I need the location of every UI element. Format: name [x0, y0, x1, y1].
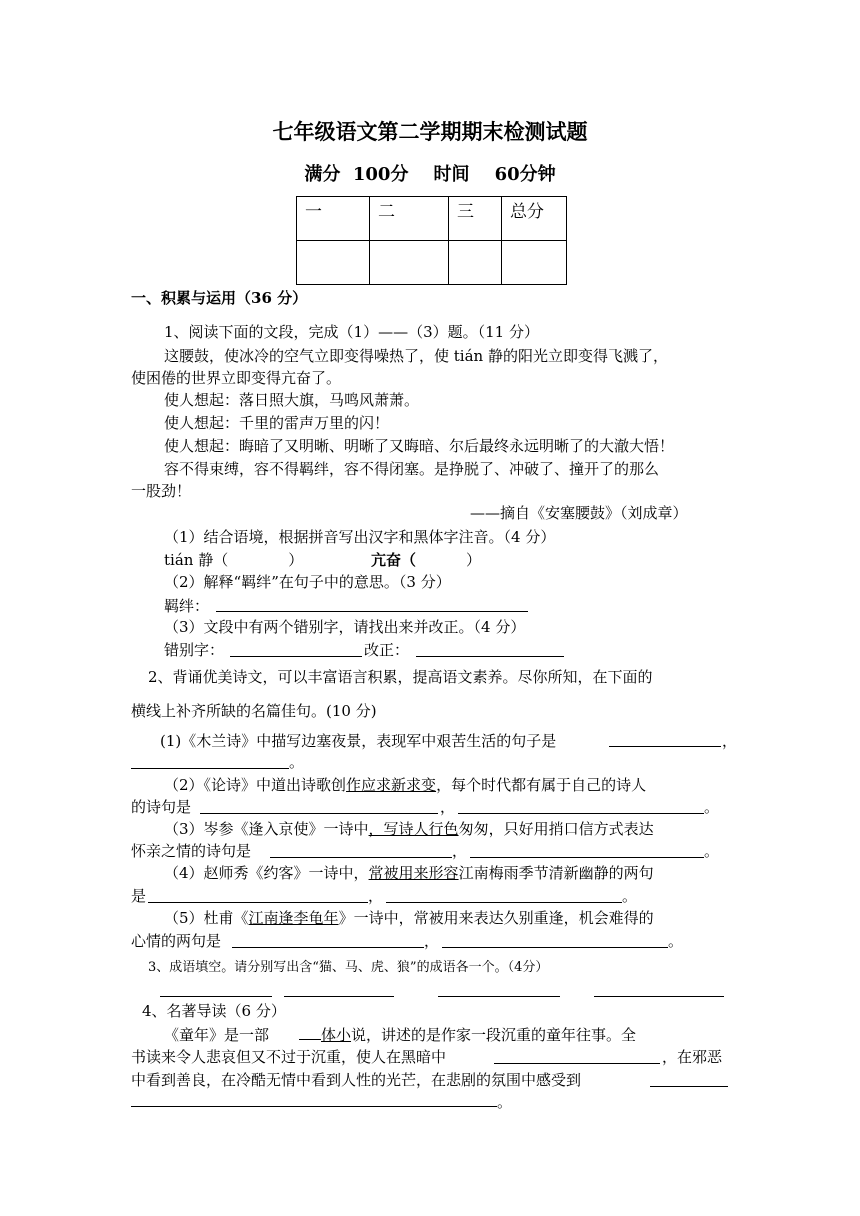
score-cell-3[interactable] [449, 241, 502, 285]
q2-item3-period: 。 [704, 842, 720, 860]
q2-item5-blank1[interactable] [232, 946, 424, 948]
q4-blank-darkness[interactable] [494, 1062, 660, 1064]
q2-item1-comma: ， [722, 732, 738, 750]
q1-source: ——摘自《安塞腰鼓》（刘成章） [470, 504, 688, 522]
q1-sub2: （2）解释“羁绊”在句子中的意思。（3 分） [164, 573, 451, 591]
q1-intro: 1、阅读下面的文段，完成（1）——（3）题。（11 分） [164, 323, 539, 341]
q2-item2-underlined: 作应求新求变 [346, 776, 437, 794]
q1-sub3-wrong-line[interactable] [230, 655, 362, 657]
q3-text: 3、成语填空。请分别写出含“猫、马、虎、狼”的成语各一个。（4分） [148, 960, 549, 975]
page-subtitle: 满分 100分 时间 60分钟 [304, 164, 556, 185]
q1-sub2-label: 羁绊： [164, 597, 210, 615]
q3-blank-wolf[interactable] [594, 995, 724, 997]
score-table [296, 196, 567, 285]
q4-para-line3: 中看到善良，在冷酷无情中看到人性的光芒，在悲剧的氛围中感受到 [131, 1071, 582, 1089]
score-cell-1[interactable] [297, 241, 370, 285]
q2-item1-blank1[interactable] [609, 745, 721, 747]
q2-item4-line2: 是 [131, 887, 147, 905]
q4-blank-tragedy1[interactable] [650, 1085, 728, 1087]
q4-line1-post: 说，讲述的是作家一段沉重的童年往事。全 [351, 1026, 637, 1044]
q1-sub1-item-a [164, 550, 303, 570]
q2-item3-line1 [164, 819, 654, 839]
q2-item2-comma: ， [440, 798, 456, 816]
q1-sub3-label1: 错别字： [164, 641, 225, 659]
q2-item3-blank2[interactable] [470, 856, 704, 858]
page-title: 七年级语文第二学期期末检测试题 [272, 119, 588, 144]
q2-item2-post: ，每个时代都有属于自己的诗人 [436, 776, 647, 794]
q2-item4-blank2[interactable] [386, 901, 622, 903]
q4-heading: 4、名著导读（6 分） [142, 1002, 286, 1020]
score-cell-2[interactable] [370, 241, 449, 285]
q1-sub1-a-close: ） [288, 551, 304, 569]
q2-item4-blank1[interactable] [148, 901, 368, 903]
q2-item4-period: 。 [622, 887, 638, 905]
q2-item5-pre: （5）杜甫《 [164, 909, 249, 927]
q4-para-line2-post: ，在邪恶 [662, 1048, 723, 1066]
q1-sub1-item-b [371, 550, 481, 570]
q4-para-line2-pre: 书读来令人悲哀但又不过于沉重，使人在黑暗中 [131, 1048, 447, 1066]
q2-item2-line1 [164, 775, 646, 795]
q3-blank-tiger[interactable] [438, 995, 560, 997]
q2-intro-line1: 2、背诵优美诗文，可以丰富语言积累，提高语文素养。尽你所知，在下面的 [148, 668, 653, 686]
q1-sub3: （3）文段中有两个错别字，请找出来并改正。（4 分） [164, 618, 526, 636]
q2-item3-pre: （3）岑参《逢入京使》一诗中 [164, 820, 369, 838]
q2-item4-pre: （4）赵师秀《约客》一诗中， [164, 864, 369, 882]
q2-item3-blank1[interactable] [270, 856, 452, 858]
q2-item2-line2: 的诗句是 [131, 798, 192, 816]
q4-blank-tragedy2[interactable] [131, 1105, 497, 1107]
q3-blank-cat[interactable] [160, 995, 272, 997]
score-header-3: 三 [449, 197, 502, 241]
q2-item4-underlined: 常被用来形容 [368, 864, 459, 882]
q1-para4: 使人想起：晦暗了又明晰、明晰了又晦暗、尔后最终永远明晰了的大澈大悟！ [164, 437, 675, 455]
q2-item5-line1 [164, 908, 654, 928]
q1-sub1: （1）结合语境，根据拼音写出汉字和黑体字注音。（4 分） [164, 528, 556, 546]
q2-item5-comma: ， [424, 932, 440, 950]
q2-item5-underlined: 江南逢李龟年 [248, 909, 339, 927]
q2-intro-line2: 横线上补齐所缺的名篇佳句。(10 分) [131, 702, 377, 720]
score-header-2: 二 [370, 197, 449, 241]
q1-sub1-b-label: 亢奋（ [371, 551, 417, 569]
q4-line1-underlined: 体小 [321, 1026, 352, 1044]
q2-item4-comma: ， [368, 887, 384, 905]
q2-item3-underlined: ，写诗人行色 [368, 820, 459, 838]
q2-item3-post: 匆匆，只好用捎口信方式表达 [458, 820, 654, 838]
q2-item4-line1 [164, 863, 654, 883]
q2-item3-comma: ， [452, 842, 468, 860]
q1-para5-line2: 一股劲！ [131, 482, 192, 500]
q4-para-line1 [164, 1024, 636, 1045]
q3-blank-horse[interactable] [284, 995, 394, 997]
q4-genre-blank[interactable] [299, 1024, 321, 1040]
q1-sub3-label2: 改正： [364, 641, 410, 659]
score-cell-total[interactable] [502, 241, 567, 285]
section1-heading: 一、积累与运用（36 分） [131, 289, 308, 307]
q1-para1-line1: 这腰鼓，使冰冷的空气立即变得噪热了，使 tián 静的阳光立即变得飞溅了， [164, 347, 668, 365]
q2-item4-post: 江南梅雨季节清新幽静的两句 [458, 864, 654, 882]
q2-item5-blank2[interactable] [442, 946, 668, 948]
q2-item2-blank2[interactable] [458, 812, 704, 814]
q2-item2-period: 。 [704, 798, 720, 816]
q2-item5-line2: 心情的两句是 [131, 932, 222, 950]
q2-item3-line2: 怀亲之情的诗句是 [131, 842, 252, 860]
q2-item1-blank2[interactable] [131, 767, 289, 769]
q2-item2-pre: （2）《论诗》中道出诗歌创 [164, 776, 347, 794]
q1-para2: 使人想起：落日照大旗，马鸣风萧萧。 [164, 391, 420, 409]
q1-para1-line2: 使困倦的世界立即变得亢奋了。 [131, 369, 342, 387]
q2-item5-period: 。 [668, 932, 684, 950]
q4-para-period: 。 [497, 1093, 513, 1111]
q2-item2-blank1[interactable] [200, 812, 438, 814]
q2-item1-period: 。 [289, 753, 305, 771]
q1-sub2-answer-line[interactable] [216, 610, 528, 612]
score-header-1: 一 [297, 197, 370, 241]
q1-sub3-correct-line[interactable] [416, 655, 564, 657]
score-header-total: 总分 [502, 197, 567, 241]
q4-line1-pre: 《童年》是一部 [164, 1026, 270, 1044]
q2-item5-post: 》一诗中，常被用来表达久别重逢，机会难得的 [338, 909, 654, 927]
q1-para3: 使人想起：千里的雷声万里的闪！ [164, 414, 390, 432]
q1-sub1-b-close: ） [466, 551, 482, 569]
q1-para5-line1: 容不得束缚，容不得羁绊，容不得闭塞。是挣脱了、冲破了、撞开了的那么 [164, 460, 660, 478]
q2-item1: (1)《木兰诗》中描写边塞夜景，表现军中艰苦生活的句子是 [160, 732, 557, 750]
q1-sub1-a-label: tián 静（ [164, 551, 229, 569]
